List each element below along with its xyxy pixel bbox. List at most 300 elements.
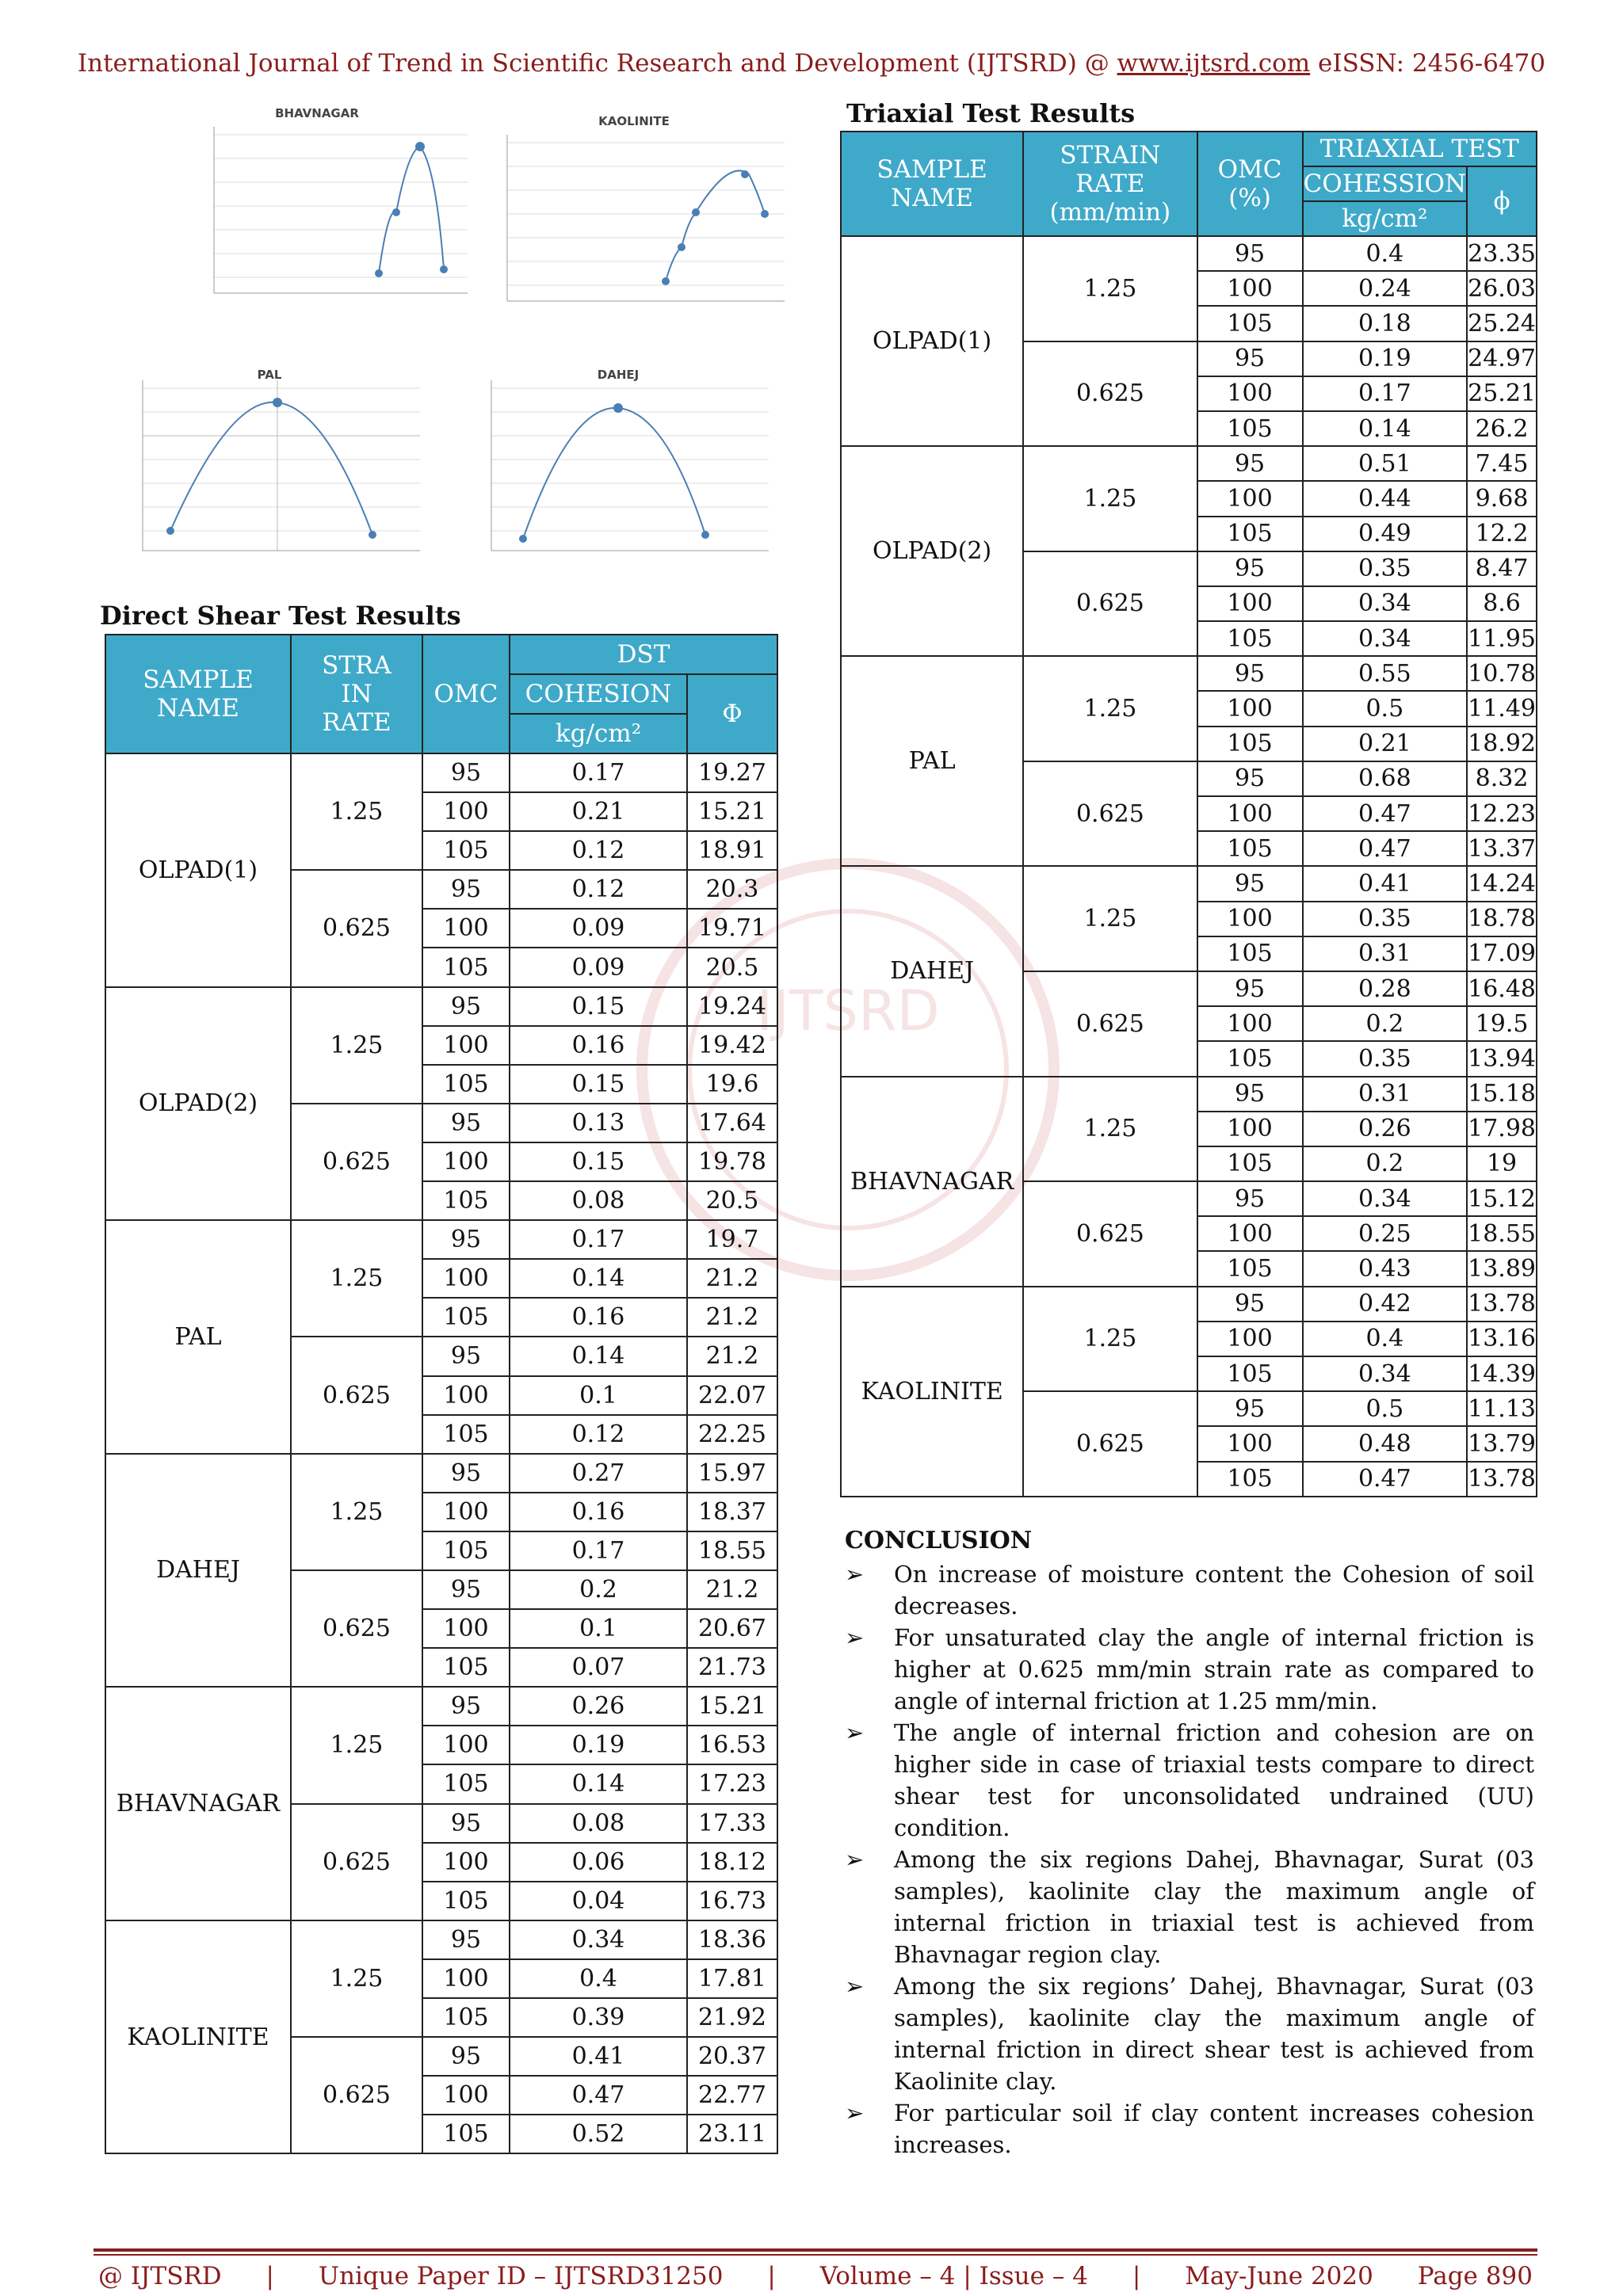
conclusion-item-text: Among the six regions’ Dahej, Bhavnagar, Surat (03 samples), kaolinite clay the maximum angle of internal friction in direct shear test is achieved from Kaolinite clay. (894, 1973, 1534, 2095)
phi-cell: 19.5 (1467, 1006, 1537, 1041)
cohesion-cell: 0.16 (510, 1026, 687, 1065)
table-row (105, 987, 777, 1026)
omc-cell: 100 (422, 1843, 510, 1882)
phi-cell: 22.77 (687, 2076, 777, 2115)
table-row (841, 866, 1537, 901)
omc-cell: 100 (422, 1259, 510, 1298)
tri-header-strain-text: STRAIN RATE (mm/min) (1049, 141, 1171, 227)
omc-cell: 105 (422, 1764, 510, 1803)
phi-cell: 15.21 (687, 1687, 777, 1726)
phi-cell: 20.37 (687, 2037, 777, 2076)
table-row (841, 446, 1537, 481)
omc-cell: 95 (1197, 761, 1303, 796)
cohesion-cell: 0.24 (1303, 271, 1468, 306)
footer-rule (94, 2248, 1537, 2252)
phi-cell: 8.47 (1467, 551, 1537, 586)
strain-rate-cell: 0.625 (291, 1804, 422, 1920)
header-issn: eISSN: 2456-6470 (1310, 49, 1546, 78)
cohesion-cell: 0.48 (1303, 1426, 1468, 1461)
phi-cell: 15.12 (1467, 1181, 1537, 1216)
phi-cell: 19.42 (687, 1026, 777, 1065)
cohesion-cell: 0.31 (1303, 936, 1468, 971)
arrow-bullet-icon: ➢ (845, 1973, 865, 2000)
phi-cell: 21.92 (687, 1998, 777, 2037)
strain-rate-cell: 0.625 (291, 2037, 422, 2153)
sample-name-cell: KAOLINITE (105, 1920, 291, 2154)
tri-header-sample-text: SAMPLE NAME (876, 155, 987, 212)
cohesion-cell: 0.1 (510, 1376, 687, 1415)
omc-cell: 105 (422, 1998, 510, 2037)
footer-rule-thin (94, 2254, 1537, 2256)
cohesion-cell: 0.2 (1303, 1006, 1468, 1041)
tri-header-strain (1023, 132, 1197, 236)
strain-rate-cell: 0.625 (1023, 1181, 1197, 1287)
omc-cell: 95 (1197, 551, 1303, 586)
phi-cell: 18.55 (687, 1531, 777, 1570)
omc-cell: 100 (1197, 1322, 1303, 1356)
omc-cell: 95 (422, 753, 510, 792)
plot-dahej (460, 364, 777, 578)
cohesion-cell: 0.09 (510, 948, 687, 986)
cohesion-cell: 0.15 (510, 1065, 687, 1104)
tri-header-omc (1197, 132, 1303, 236)
phi-cell: 19.24 (687, 987, 777, 1026)
omc-cell: 105 (422, 1415, 510, 1454)
omc-cell: 100 (422, 2076, 510, 2115)
strain-rate-cell: 0.625 (1023, 341, 1197, 447)
omc-cell: 95 (422, 1454, 510, 1493)
table-row (105, 1920, 777, 1959)
omc-cell: 100 (1197, 1216, 1303, 1251)
omc-cell: 100 (422, 1026, 510, 1065)
arrow-bullet-icon: ➢ (845, 1561, 865, 1588)
table-row (841, 1077, 1537, 1112)
phi-cell: 20.3 (687, 870, 777, 909)
tri-header-phi: ϕ (1467, 166, 1537, 236)
dst-header-strain (291, 635, 422, 753)
phi-cell: 12.23 (1467, 796, 1537, 831)
conclusion-item (845, 1558, 1534, 1622)
cohesion-cell: 0.47 (1303, 796, 1468, 831)
phi-cell: 22.07 (687, 1376, 777, 1415)
phi-cell: 26.03 (1467, 271, 1537, 306)
footer-journal: @ IJTSRD (98, 2262, 222, 2290)
conclusion-item (845, 2097, 1534, 2161)
cohesion-cell: 0.52 (510, 2115, 687, 2153)
phi-cell: 13.78 (1467, 1462, 1537, 1497)
cohesion-cell: 0.14 (510, 1337, 687, 1375)
cohesion-cell: 0.26 (1303, 1112, 1468, 1146)
phi-cell: 18.12 (687, 1843, 777, 1882)
omc-cell: 95 (1197, 971, 1303, 1006)
cohesion-cell: 0.44 (1303, 481, 1468, 516)
strain-rate-cell: 1.25 (291, 987, 422, 1104)
sample-name-cell: OLPAD(2) (841, 446, 1023, 656)
cohesion-cell: 0.31 (1303, 1077, 1468, 1112)
phi-cell: 19 (1467, 1146, 1537, 1181)
strain-rate-cell: 1.25 (1023, 446, 1197, 551)
cohesion-cell: 0.12 (510, 831, 687, 870)
cohesion-cell: 0.28 (1303, 971, 1468, 1006)
phi-cell: 19.78 (687, 1142, 777, 1181)
cohesion-cell: 0.47 (510, 2076, 687, 2115)
omc-cell: 105 (1197, 831, 1303, 866)
strain-rate-cell: 1.25 (291, 1687, 422, 1803)
conclusion-item-text: The angle of internal friction and cohesion are on higher side in case of triaxial tests compare to direct shear test for unconsolidated undrained (UU) condition. (894, 1719, 1534, 1841)
page-footer (98, 2262, 1533, 2290)
conclusion-item (845, 1717, 1534, 1844)
phi-cell: 19.27 (687, 753, 777, 792)
cohesion-cell: 0.18 (1303, 306, 1468, 341)
strain-rate-cell: 1.25 (291, 1920, 422, 2037)
omc-cell: 95 (1197, 866, 1303, 901)
cohesion-cell: 0.17 (510, 1531, 687, 1570)
strain-rate-cell: 0.625 (291, 1337, 422, 1453)
cohesion-cell: 0.5 (1303, 1391, 1468, 1426)
phi-cell: 13.16 (1467, 1322, 1537, 1356)
header-link[interactable]: www.ijtsrd.com (1117, 49, 1311, 78)
phi-cell: 8.32 (1467, 761, 1537, 796)
cohesion-cell: 0.68 (1303, 761, 1468, 796)
conclusion-list (845, 1558, 1534, 2161)
phi-cell: 11.95 (1467, 621, 1537, 656)
omc-cell: 105 (422, 1882, 510, 1920)
omc-cell: 95 (1197, 1181, 1303, 1216)
sample-name-cell: OLPAD(2) (105, 987, 291, 1221)
omc-cell: 95 (422, 1687, 510, 1726)
phi-cell: 11.13 (1467, 1391, 1537, 1426)
plot-dahej-graphic (460, 364, 777, 578)
conclusion-title: CONCLUSION (845, 1527, 1033, 1554)
phi-cell: 21.2 (687, 1337, 777, 1375)
omc-cell: 105 (1197, 621, 1303, 656)
tri-header-sample (841, 132, 1023, 236)
strain-rate-cell: 0.625 (291, 1570, 422, 1687)
cohesion-cell: 0.17 (510, 753, 687, 792)
tri-header-unit: kg/cm² (1303, 201, 1468, 236)
phi-cell: 13.78 (1467, 1287, 1537, 1322)
cohesion-cell: 0.12 (510, 870, 687, 909)
strain-rate-cell: 0.625 (1023, 1391, 1197, 1497)
phi-cell: 18.91 (687, 831, 777, 870)
phi-cell: 21.2 (687, 1259, 777, 1298)
omc-cell: 105 (1197, 1356, 1303, 1391)
omc-cell: 100 (422, 1142, 510, 1181)
cohesion-cell: 0.2 (510, 1570, 687, 1609)
strain-rate-cell: 1.25 (1023, 236, 1197, 341)
omc-cell: 100 (422, 909, 510, 948)
plot-pal-graphic (111, 364, 428, 578)
plot-kaolinite (475, 111, 792, 325)
plot-bhavnagar-graphic (158, 103, 475, 317)
cohesion-cell: 0.04 (510, 1882, 687, 1920)
omc-cell: 95 (1197, 341, 1303, 376)
phi-cell: 10.78 (1467, 656, 1537, 691)
table-row (105, 1220, 777, 1259)
phi-cell: 13.37 (1467, 831, 1537, 866)
sample-name-cell: PAL (105, 1220, 291, 1454)
strain-rate-cell: 0.625 (291, 870, 422, 986)
omc-cell: 95 (422, 1337, 510, 1375)
phi-cell: 25.24 (1467, 306, 1537, 341)
omc-cell: 105 (422, 2115, 510, 2153)
cohesion-cell: 0.43 (1303, 1251, 1468, 1286)
cohesion-cell: 0.47 (1303, 1462, 1468, 1497)
phi-cell: 17.33 (687, 1804, 777, 1843)
omc-cell: 95 (422, 1104, 510, 1142)
dst-section-title: Direct Shear Test Results (100, 601, 461, 631)
phi-cell: 20.5 (687, 948, 777, 986)
plot-title: PAL (257, 368, 282, 382)
footer-separator: | (767, 2262, 776, 2290)
cohesion-cell: 0.4 (1303, 1322, 1468, 1356)
table-row (105, 1454, 777, 1493)
footer-separator: | (265, 2262, 274, 2290)
cohesion-cell: 0.1 (510, 1609, 687, 1648)
phi-cell: 26.2 (1467, 411, 1537, 446)
omc-cell: 100 (422, 1493, 510, 1531)
phi-cell: 16.48 (1467, 971, 1537, 1006)
omc-cell: 95 (1197, 1077, 1303, 1112)
cohesion-cell: 0.14 (1303, 411, 1468, 446)
strain-rate-cell: 1.25 (1023, 656, 1197, 761)
omc-cell: 95 (1197, 446, 1303, 481)
phi-cell: 19.7 (687, 1220, 777, 1259)
sample-name-cell: OLPAD(1) (841, 236, 1023, 446)
sample-name-cell: BHAVNAGAR (841, 1077, 1023, 1287)
cohesion-cell: 0.17 (510, 1220, 687, 1259)
omc-cell: 100 (1197, 586, 1303, 621)
cohesion-cell: 0.16 (510, 1298, 687, 1337)
cohesion-cell: 0.34 (1303, 1356, 1468, 1391)
phi-cell: 21.73 (687, 1648, 777, 1687)
table-row (841, 656, 1537, 691)
cohesion-cell: 0.34 (1303, 586, 1468, 621)
dst-header-strain-text: STRA IN RATE (322, 651, 391, 737)
phi-cell: 17.81 (687, 1959, 777, 1998)
phi-cell: 22.25 (687, 1415, 777, 1454)
omc-cell: 95 (422, 1220, 510, 1259)
cohesion-cell: 0.21 (1303, 727, 1468, 761)
omc-cell: 105 (1197, 1462, 1303, 1497)
phi-cell: 13.94 (1467, 1041, 1537, 1076)
phi-cell: 7.45 (1467, 446, 1537, 481)
cohesion-cell: 0.35 (1303, 551, 1468, 586)
cohesion-cell: 0.16 (510, 1493, 687, 1531)
phi-cell: 18.37 (687, 1493, 777, 1531)
dst-header-omc: OMC (422, 635, 510, 753)
footer-volume: Volume – 4 | Issue – 4 (819, 2262, 1088, 2290)
phi-cell: 16.73 (687, 1882, 777, 1920)
phi-cell: 23.35 (1467, 236, 1537, 271)
triaxial-section-title: Triaxial Test Results (846, 98, 1136, 128)
omc-cell: 100 (1197, 1006, 1303, 1041)
omc-cell: 100 (1197, 902, 1303, 936)
phi-cell: 19.71 (687, 909, 777, 948)
omc-cell: 105 (1197, 1146, 1303, 1181)
omc-cell: 95 (422, 2037, 510, 2076)
cohesion-cell: 0.49 (1303, 517, 1468, 551)
phi-cell: 9.68 (1467, 481, 1537, 516)
strain-rate-cell: 0.625 (291, 1104, 422, 1220)
phi-cell: 13.79 (1467, 1426, 1537, 1461)
arrow-bullet-icon: ➢ (845, 1846, 865, 1873)
omc-cell: 105 (1197, 1251, 1303, 1286)
cohesion-cell: 0.55 (1303, 656, 1468, 691)
omc-cell: 105 (422, 1648, 510, 1687)
header-text: International Journal of Trend in Scientific Research and Development (IJTSRD) @ (77, 49, 1117, 78)
strain-rate-cell: 1.25 (1023, 866, 1197, 971)
cohesion-cell: 0.41 (1303, 866, 1468, 901)
triaxial-table-body (841, 236, 1537, 1497)
omc-cell: 105 (422, 831, 510, 870)
phi-cell: 17.64 (687, 1104, 777, 1142)
omc-cell: 105 (1197, 1041, 1303, 1076)
omc-cell: 105 (1197, 727, 1303, 761)
plot-pal (111, 364, 428, 578)
strain-rate-cell: 1.25 (1023, 1077, 1197, 1182)
conclusion-item-text: For unsaturated clay the angle of internal friction is higher at 0.625 mm/min strain rate as compared to angle of internal friction at 1.25 mm/min. (894, 1624, 1534, 1714)
tri-header-test: TRIAXIAL TEST (1303, 132, 1537, 166)
phi-cell: 20.67 (687, 1609, 777, 1648)
cohesion-cell: 0.34 (510, 1920, 687, 1959)
omc-cell: 105 (422, 948, 510, 986)
cohesion-cell: 0.17 (1303, 376, 1468, 411)
strain-rate-cell: 0.625 (1023, 971, 1197, 1077)
phi-cell: 12.2 (1467, 517, 1537, 551)
plot-title: BHAVNAGAR (275, 106, 359, 120)
omc-cell: 100 (422, 792, 510, 831)
plot-bhavnagar (158, 103, 475, 317)
phi-cell: 19.6 (687, 1065, 777, 1104)
phi-cell: 15.97 (687, 1454, 777, 1493)
phi-cell: 18.55 (1467, 1216, 1537, 1251)
dst-header-dst: DST (510, 635, 777, 674)
cohesion-cell: 0.13 (510, 1104, 687, 1142)
watermark-text: IJTSRD (756, 978, 940, 1043)
omc-cell: 95 (1197, 1287, 1303, 1322)
omc-cell: 95 (1197, 656, 1303, 691)
phi-cell: 11.49 (1467, 691, 1537, 726)
omc-cell: 105 (1197, 517, 1303, 551)
cohesion-cell: 0.35 (1303, 902, 1468, 936)
tri-header-omc-text: OMC (%) (1217, 155, 1282, 212)
sample-name-cell: PAL (841, 656, 1023, 866)
omc-cell: 105 (422, 1531, 510, 1570)
cohesion-cell: 0.08 (510, 1181, 687, 1220)
cohesion-cell: 0.2 (1303, 1146, 1468, 1181)
phi-cell: 15.21 (687, 792, 777, 831)
conclusion-item (845, 1970, 1534, 2097)
strain-rate-cell: 0.625 (1023, 551, 1197, 657)
cohesion-cell: 0.27 (510, 1454, 687, 1493)
table-row (841, 1287, 1537, 1322)
phi-cell: 17.98 (1467, 1112, 1537, 1146)
cohesion-cell: 0.34 (1303, 1181, 1468, 1216)
omc-cell: 95 (422, 1804, 510, 1843)
cohesion-cell: 0.5 (1303, 691, 1468, 726)
conclusion-section (845, 1525, 1534, 2161)
cohesion-cell: 0.15 (510, 987, 687, 1026)
omc-cell: 100 (422, 1959, 510, 1998)
phi-cell: 24.97 (1467, 341, 1537, 376)
conclusion-item-text: On increase of moisture content the Cohesion of soil decreases. (894, 1561, 1534, 1619)
strain-rate-cell: 0.625 (1023, 761, 1197, 867)
cohesion-cell: 0.19 (1303, 341, 1468, 376)
strain-rate-cell: 1.25 (291, 753, 422, 870)
dst-header-sample: SAMPLE NAME (105, 635, 291, 753)
plot-title: DAHEJ (597, 368, 640, 382)
footer-date: May-June 2020 (1185, 2262, 1373, 2290)
conclusion-item (845, 1844, 1534, 1970)
omc-cell: 95 (422, 1570, 510, 1609)
omc-cell: 100 (1197, 271, 1303, 306)
phi-cell: 18.36 (687, 1920, 777, 1959)
strain-rate-cell: 1.25 (1023, 1287, 1197, 1392)
phi-cell: 15.18 (1467, 1077, 1537, 1112)
compaction-plots-figure (111, 103, 792, 563)
phi-cell: 14.39 (1467, 1356, 1537, 1391)
sample-name-cell: DAHEJ (105, 1454, 291, 1688)
cohesion-cell: 0.47 (1303, 831, 1468, 866)
phi-cell: 17.23 (687, 1764, 777, 1803)
plot-kaolinite-graphic (475, 111, 792, 325)
cohesion-cell: 0.07 (510, 1648, 687, 1687)
phi-cell: 8.6 (1467, 586, 1537, 621)
cohesion-cell: 0.15 (510, 1142, 687, 1181)
strain-rate-cell: 1.25 (291, 1220, 422, 1337)
cohesion-cell: 0.42 (1303, 1287, 1468, 1322)
tri-header-cohesion: COHESSION (1303, 166, 1468, 201)
table-row (105, 753, 777, 792)
dst-table-body (105, 753, 777, 2153)
cohesion-cell: 0.12 (510, 1415, 687, 1454)
dst-header-phi: Φ (687, 674, 777, 753)
phi-cell: 14.24 (1467, 866, 1537, 901)
cohesion-cell: 0.19 (510, 1726, 687, 1764)
cohesion-cell: 0.14 (510, 1764, 687, 1803)
omc-cell: 95 (1197, 236, 1303, 271)
cohesion-cell: 0.25 (1303, 1216, 1468, 1251)
omc-cell: 100 (1197, 691, 1303, 726)
cohesion-cell: 0.21 (510, 792, 687, 831)
omc-cell: 100 (422, 1609, 510, 1648)
omc-cell: 95 (422, 987, 510, 1026)
conclusion-item (845, 1622, 1534, 1717)
dst-table (105, 634, 778, 2154)
cohesion-cell: 0.08 (510, 1804, 687, 1843)
arrow-bullet-icon: ➢ (845, 1624, 865, 1651)
cohesion-cell: 0.39 (510, 1998, 687, 2037)
footer-paper-id: Unique Paper ID – IJTSRD31250 (318, 2262, 724, 2290)
phi-cell: 21.2 (687, 1298, 777, 1337)
triaxial-table (840, 131, 1537, 1497)
omc-cell: 100 (1197, 481, 1303, 516)
phi-cell: 20.5 (687, 1181, 777, 1220)
omc-cell: 100 (1197, 796, 1303, 831)
phi-cell: 23.11 (687, 2115, 777, 2153)
conclusion-item-text: Among the six regions Dahej, Bhavnagar, Surat (03 samples), kaolinite clay the maximum angle of internal friction in triaxial test is achieved from Bhavnagar region clay. (894, 1846, 1534, 1968)
omc-cell: 100 (1197, 1112, 1303, 1146)
omc-cell: 100 (1197, 1426, 1303, 1461)
cohesion-cell: 0.34 (1303, 621, 1468, 656)
footer-separator: | (1132, 2262, 1141, 2290)
cohesion-cell: 0.4 (510, 1959, 687, 1998)
omc-cell: 95 (1197, 1391, 1303, 1426)
strain-rate-cell: 1.25 (291, 1454, 422, 1570)
sample-name-cell: OLPAD(1) (105, 753, 291, 987)
cohesion-cell: 0.06 (510, 1843, 687, 1882)
